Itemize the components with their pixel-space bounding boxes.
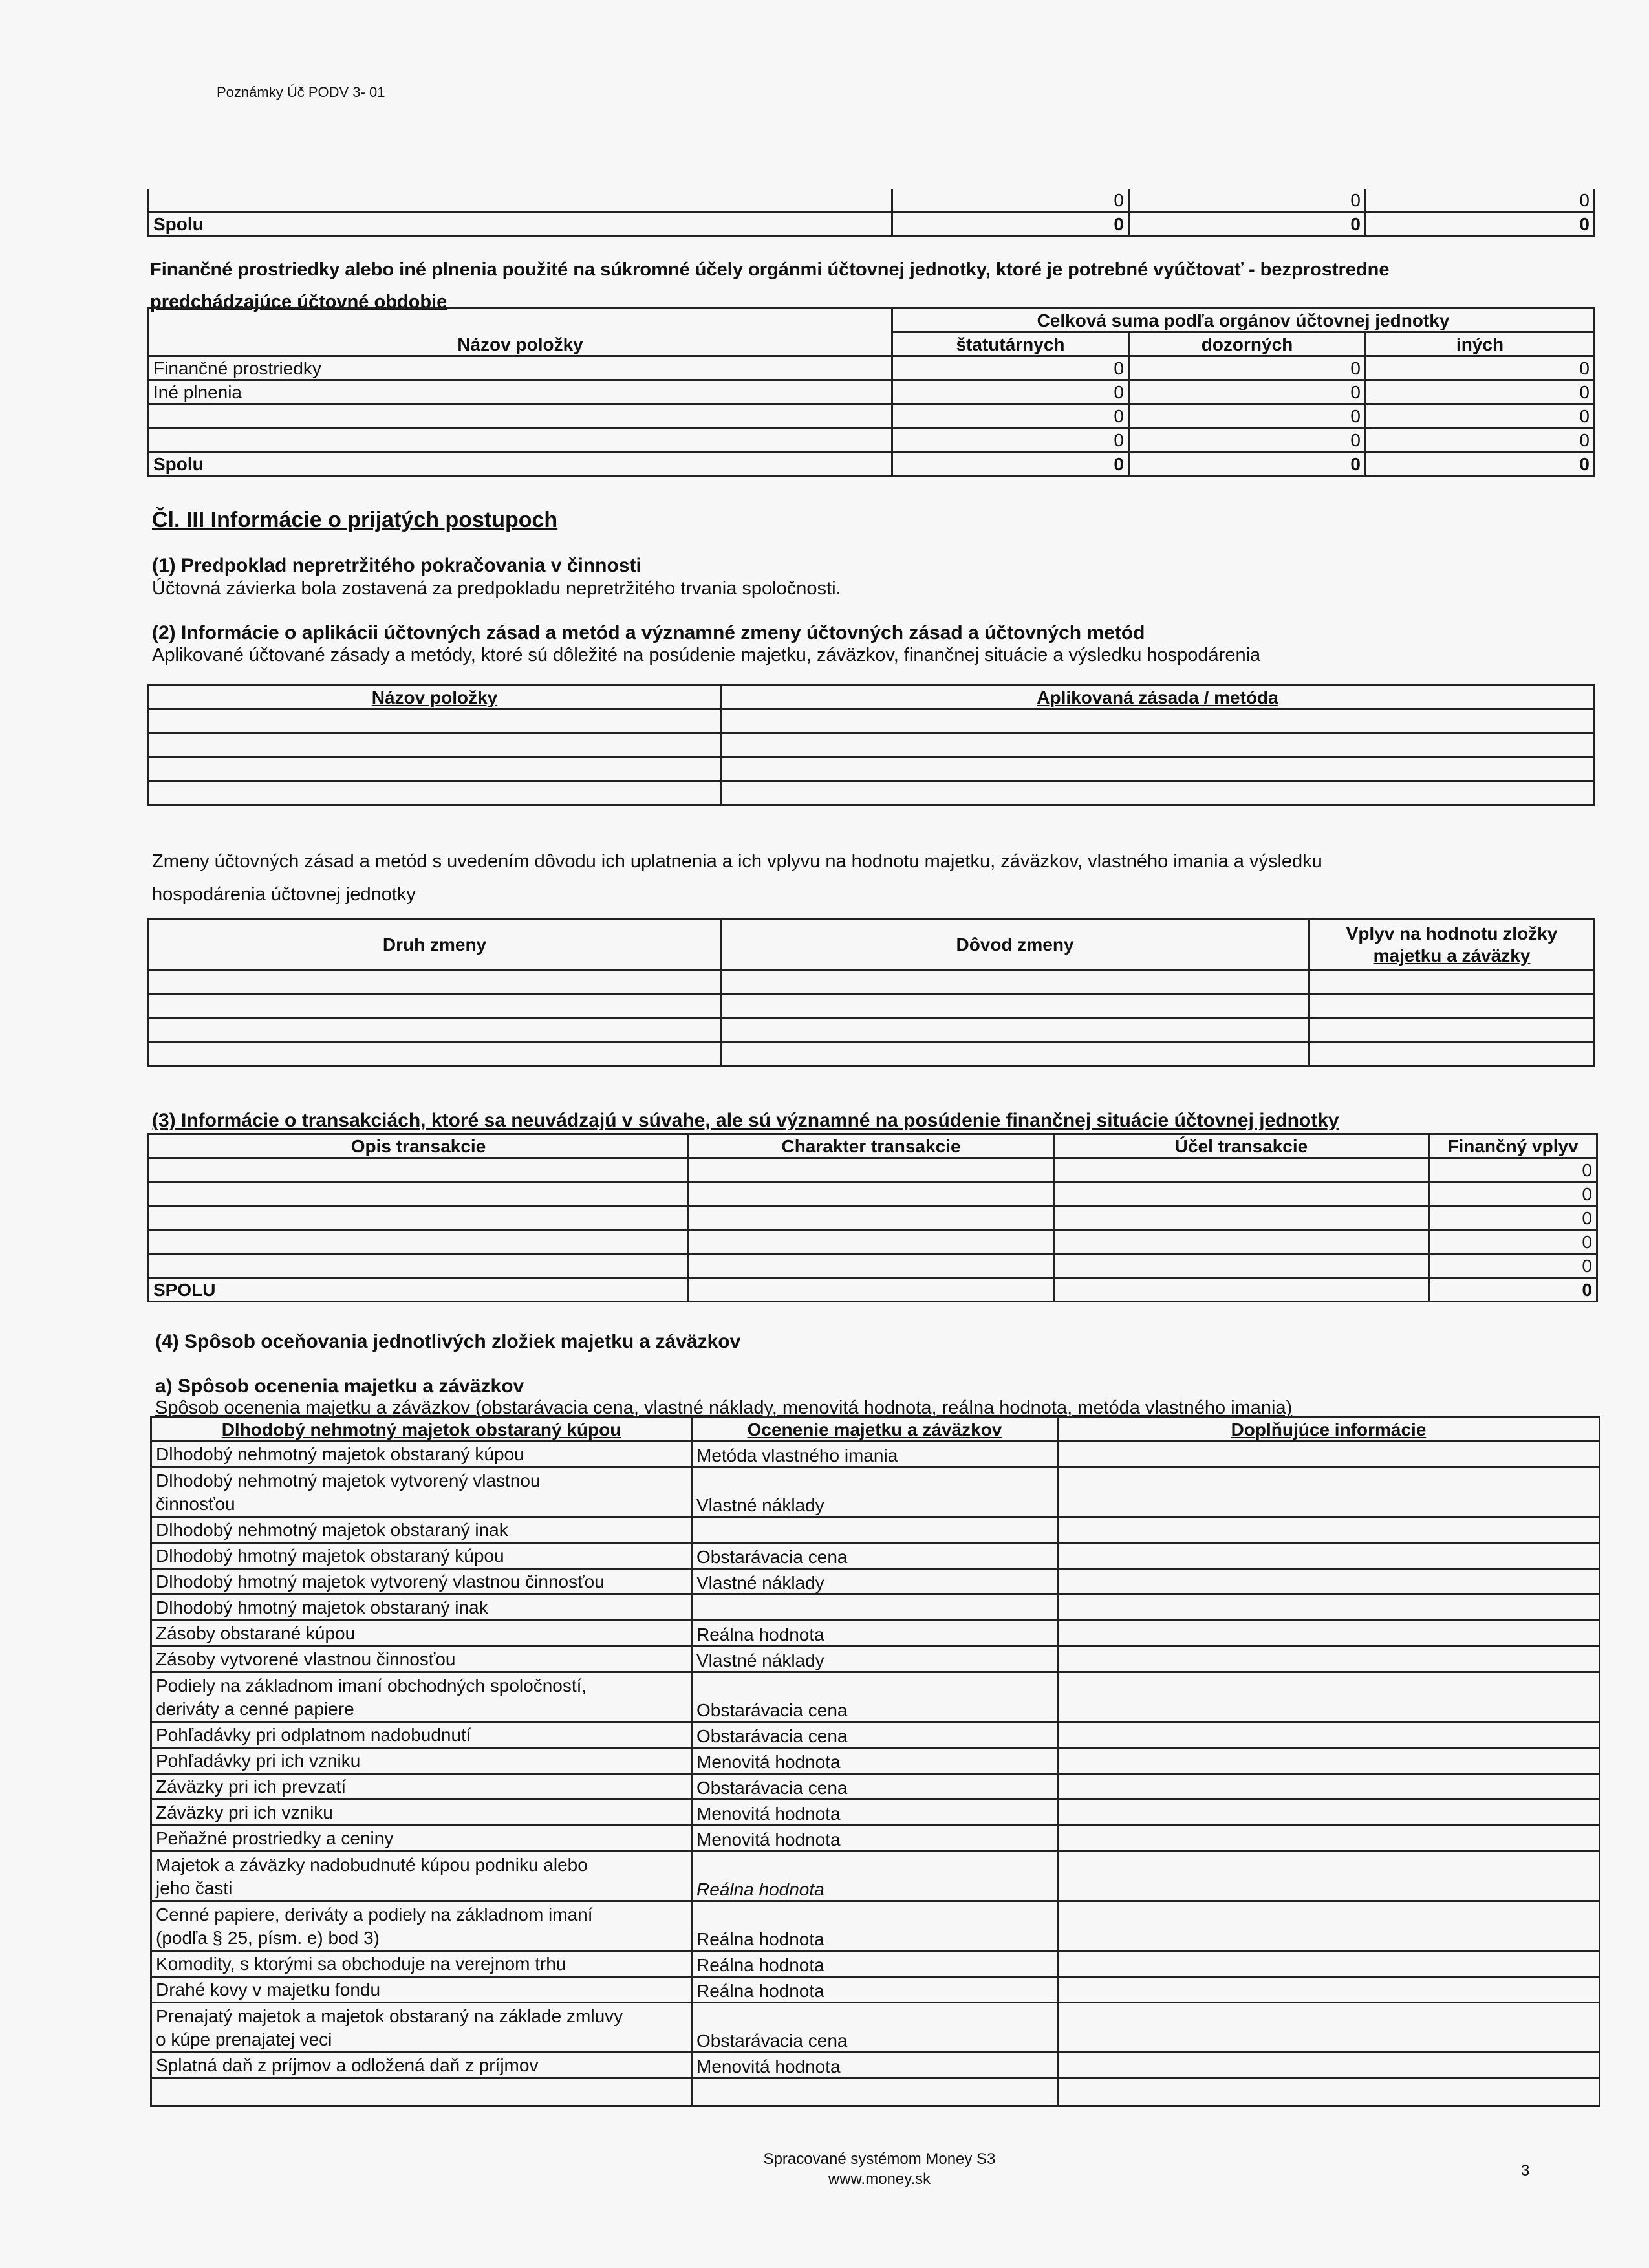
valuation-rows-table [150,1440,1600,2107]
funds-title: Finančné prostriedky alebo iné plnenia použité na súkromné účely orgánmi účtovnej jednotky, ktoré je potrebné vyúčtovať - bezprostredne [150,259,1390,280]
section-1-text: Účtovná závierka bola zostavená za predpokladu nepretržitého trvania spoločnosti. [152,578,841,599]
valuation-row: Cenné papiere, deriváty a podiely na základnom imaní (podľa § 25, písm. e) bod 3) Reálna hodnota [151,1901,1600,1951]
section-4-title: (4) Spôsob oceňovania jednotlivých zložiek majetku a záväzkov [155,1331,741,1352]
valuation-row: Dlhodobý hmotný majetok obstaraný kúpou Obstarávacia cena [151,1543,1600,1569]
section-2-text: Aplikované účtované zásady a metódy, ktoré sú dôležité na posúdenie majetku, záväzkov, finančnej situácie a výsledku hospodárenia [152,645,1261,665]
section-2-title: (2) Informácie o aplikácii účtovných zásad a metód a významné zmeny účtovných zásad a účtovných metód [152,622,1145,643]
valuation-row: Splatná daň z príjmov a odložená daň z príjmov Menovitá hodnota [151,2053,1600,2079]
group-header: Celková suma podľa orgánov účtovnej jednotky [892,308,1595,332]
valuation-row: Záväzky pri ich prevzatí Obstarávacia cena [151,1774,1600,1800]
valuation-row: Drahé kovy v majetku fondu Reálna hodnota [151,1977,1600,2003]
footer-line-2: www.money.sk [828,2170,931,2188]
changes-text-1: Zmeny účtovných zásad a metód s uvedením dôvodu ich uplatnenia a ich vplyvu na hodnotu majetku, záväzkov, vlastného imania a výsledku [152,851,1322,872]
valuation-row: Dlhodobý hmotný majetok obstaraný inak [151,1595,1600,1621]
header-form-code: Poznámky Úč PODV 3- 01 [217,84,385,100]
valuation-row: Peňažné prostriedky a ceniny Menovitá hodnota [151,1826,1600,1852]
valuation-row: Pohľadávky pri ich vzniku Menovitá hodnota [151,1748,1600,1774]
valuation-rows [150,1440,1599,2107]
valuation-row: Pohľadávky pri odplatnom nadobudnutí Obstarávacia cena [151,1722,1600,1748]
valuation-row: Dlhodobý hmotný majetok vytvorený vlastnou činnosťou Vlastné náklady [151,1569,1600,1595]
funds-title-2: predchádzajúce účtovné obdobie [150,292,447,312]
chapter-title: Čl. III Informácie o prijatých postupoch [152,508,558,532]
valuation-row: Dlhodobý nehmotný majetok obstaraný kúpou Metóda vlastného imania [151,1442,1600,1467]
top-summary-table: 0 0 0 Spolu 0 0 0 [147,189,1595,237]
valuation-row: Komodity, s ktorými sa obchoduje na verejnom trhu Reálna hodnota [151,1951,1600,1977]
valuation-row: Záväzky pri ich vzniku Menovitá hodnota [151,1800,1600,1826]
valuation-row: Majetok a záväzky nadobudnuté kúpou podniku alebo jeho časti Reálna hodnota [151,1852,1600,1901]
section-1-title: (1) Predpoklad nepretržitého pokračovania v činnosti [152,555,641,576]
valuation-row: Zásoby obstarané kúpou Reálna hodnota [151,1621,1600,1647]
principles-table: Názov položky Aplikovaná zásada / metóda [147,684,1595,806]
funds-table: Názov položky Celková suma podľa orgánov účtovnej jednotky štatutárnych dozorných iných Finančné prostriedky 0 0 0 Iné plnenia 0 0 0 0 0 0 0 0 0 Spolu 0 0 0 [147,307,1595,477]
changes-text-2: hospodárenia účtovnej jednotky [152,884,416,905]
valuation-table: Dlhodobý nehmotný majetok obstaraný kúpou Ocenenie majetku a záväzkov Doplňujúce informácie [150,1416,1600,1442]
valuation-row: Zásoby vytvorené vlastnou činnosťou Vlastné náklady [151,1647,1600,1672]
valuation-row: Prenajatý majetok a majetok obstaraný na základe zmluvy o kúpe prenajatej veci Obstarávacia cena [151,2003,1600,2053]
valuation-row: Podiely na základnom imaní obchodných spoločností, deriváty a cenné papiere Obstarávacia cena [151,1672,1600,1722]
footer-line-1: Spracované systémom Money S3 [763,2150,996,2168]
valuation-row: Dlhodobý nehmotný majetok vytvorený vlastnou činnosťou Vlastné náklady [151,1467,1600,1517]
page-number: 3 [1521,2162,1530,2179]
section-3-title: (3) Informácie o transakciách, ktoré sa neuvádzajú v súvahe, ale sú významné na posúdenie finančnej situácie účtovnej jednotky [152,1110,1339,1131]
transactions-table: Opis transakcie Charakter transakcie Účel transakcie Finančný vplyv 0 0 0 0 0 SPOLU 0 [147,1133,1598,1302]
valuation-empty-row [151,2079,1600,2106]
changes-table: Druh zmeny Dôvod zmeny Vplyv na hodnotu zložky majetku a záväzky [147,918,1595,1067]
total-label: Spolu [149,212,892,236]
section-4a-text: Spôsob ocenenia majetku a záväzkov (obstarávacia cena, vlastné náklady, menovitá hodnota, reálna hodnota, metóda vlastného imania) [155,1398,1293,1418]
valuation-row: Dlhodobý nehmotný majetok obstaraný inak [151,1517,1600,1543]
section-4a-title: a) Spôsob ocenenia majetku a záväzkov [155,1376,524,1397]
